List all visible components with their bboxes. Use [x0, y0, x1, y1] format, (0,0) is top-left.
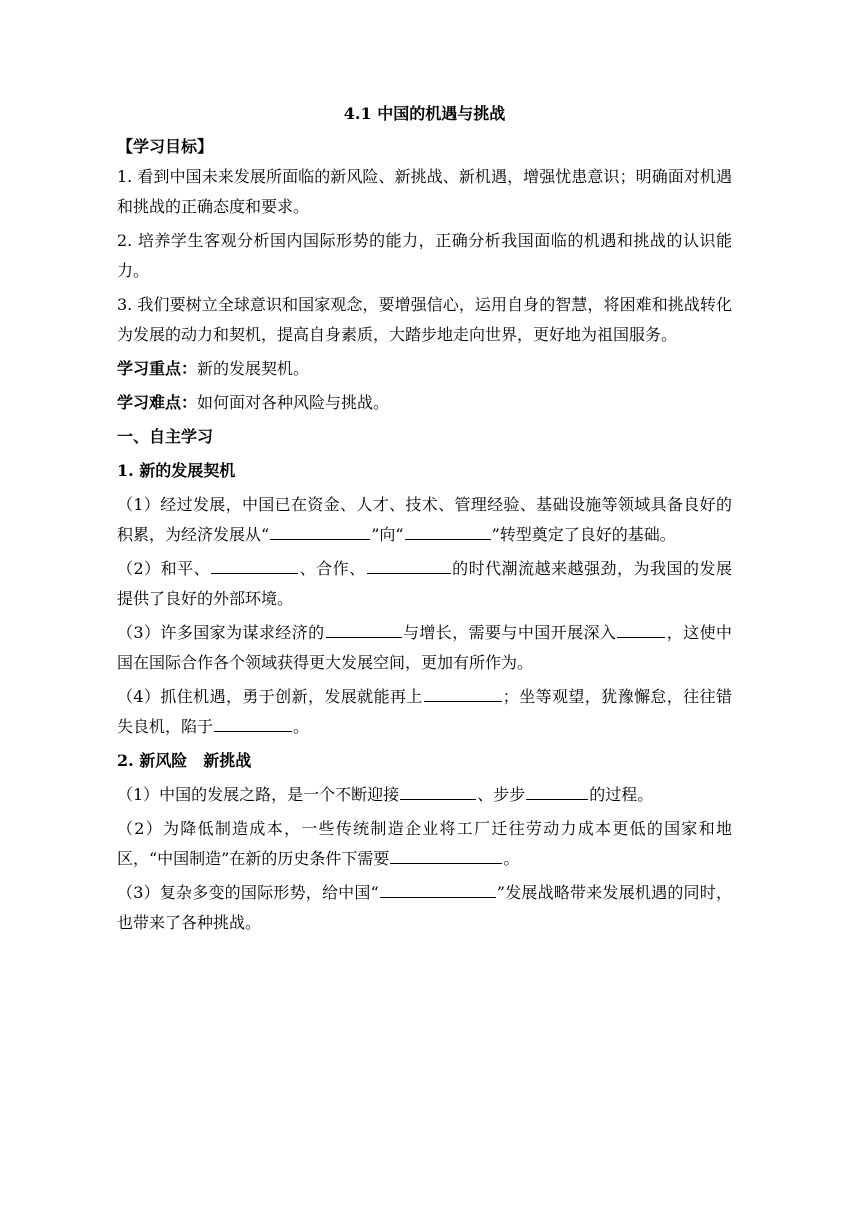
question-text: 的时代潮流越来越强劲，为我国的发展提供了良好的外部环境。: [117, 559, 732, 608]
sub1-question-3: [117, 618, 732, 678]
question-text: 与增长，需要与中国开展深入: [402, 623, 617, 642]
objective-2: 2. 培养学生客观分析国内国际形势的能力，正确分析我国面临的机遇和挑战的认识能力。: [117, 231, 732, 280]
fill-blank[interactable]: [390, 849, 502, 864]
difficult-point-label: 学习难点：: [117, 393, 198, 412]
fill-blank[interactable]: [270, 525, 370, 540]
fill-blank[interactable]: [424, 687, 502, 702]
question-text: （4）抓住机遇，勇于创新，发展就能再上: [117, 687, 423, 706]
sub2-question-2: [117, 814, 732, 874]
fill-blank[interactable]: [526, 785, 588, 800]
fill-blank[interactable]: [367, 559, 451, 574]
question-text: 。: [503, 849, 520, 868]
objective-1: 1. 看到中国未来发展所面临的新风险、新挑战、新机遇，增强忧患意识；明确面对机遇和挑战的正确态度和要求。: [117, 167, 732, 216]
sub1-question-4: [117, 682, 732, 742]
question-text: （2）和平、: [117, 559, 211, 578]
question-text: （1）经过发展，中国已在资金、人才、技术、管理经验、基础设施等领域具备良好的积累，为经济发展从“: [117, 495, 732, 544]
fill-blank[interactable]: [380, 883, 496, 898]
question-text: （3）许多国家为谋求经济的: [117, 623, 325, 642]
sub1-question-1: [117, 490, 732, 550]
question-text: ”向“: [371, 525, 404, 544]
fill-blank[interactable]: [214, 717, 292, 732]
difficult-point-text: 如何面对各种风险与挑战。: [197, 393, 390, 412]
fill-blank[interactable]: [405, 525, 491, 540]
question-text: 、合作、: [299, 559, 366, 578]
question-text: ，这使中国在国际合作各个领域获得更大发展空间，更加有所作为。: [117, 623, 732, 672]
question-text: ”发展战略带来发展机遇的同时，也带来了各种挑战。: [117, 883, 732, 932]
question-text: ；坐等观望，犹豫懈怠，往往错失良机，陷于: [117, 687, 732, 736]
fill-blank[interactable]: [617, 623, 665, 638]
fill-blank[interactable]: [326, 623, 402, 638]
question-text: （1）中国的发展之路，是一个不断迎接: [117, 785, 400, 804]
question-text: 。: [293, 717, 310, 736]
question-text: 、步步: [477, 785, 526, 804]
fill-blank[interactable]: [211, 559, 298, 574]
sub2-question-1: [117, 780, 732, 810]
question-text: （3）复杂多变的国际形势，给中国“: [117, 883, 379, 902]
question-text: （2）为降低制造成本，一些传统制造企业将工厂迁往劳动力成本更低的国家和地区，“中国制造”在新的历史条件下需要: [117, 819, 732, 868]
question-text: ”转型奠定了良好的基础。: [491, 525, 676, 544]
page-title: 4.1 中国的机遇与挑战: [343, 104, 506, 123]
key-point-text: 新的发展契机。: [197, 359, 310, 378]
sub2-question-3: [117, 878, 732, 938]
section1-heading: 一、自主学习: [117, 427, 214, 446]
sub2-heading: 2. 新风险 新挑战: [117, 751, 252, 770]
key-point: [117, 354, 732, 384]
objective-3: 3. 我们要树立全球意识和国家观念，要增强信心，运用自身的智慧，将困难和挑战转化为发展的动力和契机，提高自身素质，大踏步地走向世界，更好地为祖国服务。: [117, 295, 732, 344]
sub1-question-2: [117, 554, 732, 614]
document-content: [117, 96, 732, 942]
fill-blank[interactable]: [400, 785, 476, 800]
key-point-label: 学习重点：: [117, 359, 198, 378]
question-text: 的过程。: [589, 785, 654, 804]
difficult-point: [117, 388, 732, 418]
sub1-heading: 1. 新的发展契机: [117, 461, 236, 480]
objectives-heading: 【学习目标】: [117, 137, 214, 156]
